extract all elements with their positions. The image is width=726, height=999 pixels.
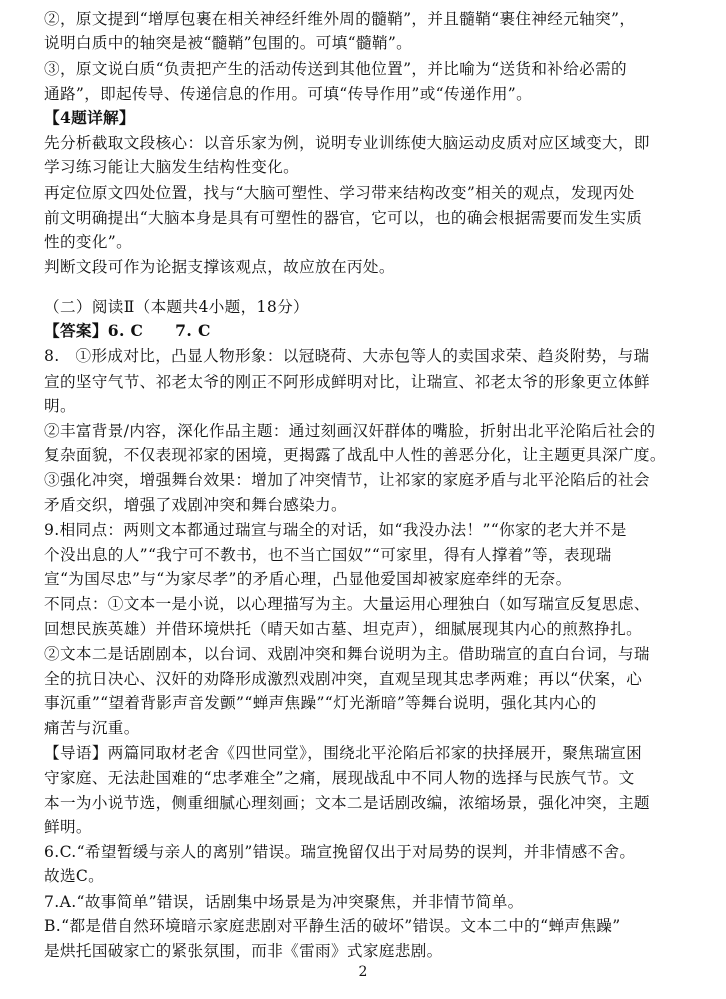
text-line: 是烘托国破家亡的紧张氛围，而非《雷雨》式家庭悲剧。 [44, 942, 443, 960]
text-line: ③强化冲突，增强舞台效果：增加了冲突情节，让祁家的家庭矛盾与北平沦陷后的社会 [44, 471, 650, 489]
text-line: 再定位原文四处位置，找与“大脑可塑性、学习带来结构改变”相关的观点，发现丙处 [44, 184, 635, 202]
text-line: 宣的坚守气节、祁老太爷的刚正不阿形成鲜明对比，让瑞宣、祁老太爷的形象更立体鲜 [44, 373, 650, 391]
text-line: 守家庭、无法赴国难的“忠孝难全”之痛，展现战乱中不同人物的选择与民族气节。文 [44, 769, 635, 787]
text-line: ②丰富背景/内容，深化作品主题：通过刻画汉奸群体的嘴脸，折射出北平沦陷后社会的 [44, 422, 656, 440]
text-line: 鲜明。 [44, 818, 92, 836]
text-line: 个没出息的人”“我宁可不教书，也不当亡国奴”“可家里，得有人撑着”等，表现瑞 [44, 546, 612, 564]
text-line: ③，原文说白质“负责把产生的活动传送到其他位置”，并比喻为“送货和补给必需的 [44, 60, 627, 78]
text-line: 判断文段可作为论据支撑该观点，故应放在丙处。 [44, 258, 395, 276]
text-line: 说明白质中的轴突是被“髓鞘”包围的。可填“髓鞘”。 [44, 34, 413, 52]
text-line: 宣“为国尽忠”与“为家尽孝”的矛盾心理，凸显他爱国却被家庭牵绊的无奈。 [44, 570, 572, 588]
text-line: 回想民族英雄）并借环境烘托（晴天如古墓、坦克声），细腻展现其内心的煎熬挣扎。 [44, 620, 643, 638]
text-line: 通路”，即起传导、传递信息的作用。可填“传导作用”或“传递作用”。 [44, 85, 533, 103]
text-line: 痛苦与沉重。 [44, 719, 140, 737]
text-line: 8. ①形成对比，凸显人物形象：以冠晓荷、大赤包等人的卖国求荣、趋炎附势，与瑞 [44, 347, 650, 365]
text-line: 本一为小说节选，侧重细腻心理刻画；文本二是话剧改编，浓缩场景，强化冲突，主题 [44, 794, 650, 812]
text-line: 事沉重”“望着背影声音发颤”“蝉声焦躁”“灯光渐暗”等舞台说明，强化其内心的 [44, 694, 597, 712]
page-number: 2 [358, 964, 368, 980]
text-line: 复杂面貌，不仅表现祁家的困境，更揭露了战乱中人性的善恶分化，让主题更具深广度。 [44, 446, 666, 464]
text-line: B.“都是借自然环境暗示家庭悲剧对平静生活的破坏”错误。文本二中的“蝉声焦躁” [44, 917, 621, 935]
text-line: 性的变化”。 [44, 233, 133, 251]
text-line: （二）阅读Ⅱ（本题共4小题，18分） [44, 298, 309, 316]
text-line: 矛盾交织，增强了戏剧冲突和舞台感染力。 [44, 496, 347, 514]
text-line: 故选C。 [44, 867, 105, 885]
text-line: 明。 [44, 397, 76, 415]
text-line: 前文明确提出“大脑本身是具有可塑性的器官，它可以，也的确会根据需要而发生实质 [44, 209, 643, 227]
text-line: 7.A.“故事简单”错误，话剧集中场景是为冲突聚焦，并非情节简单。 [44, 893, 524, 911]
text-line: ②，原文提到“增厚包裹在相关神经纤维外周的髓鞘”，并且髓鞘“裹住神经元轴突”， [44, 10, 636, 28]
text-line: ②文本二是话剧剧本，以台词、戏剧冲突和舞台说明为主。借助瑞宣的直白台词，与瑞 [44, 645, 650, 663]
text-line: 【答案】6. C 7. C [44, 321, 211, 340]
text-line: 9.相同点：两则文本都通过瑞宣与瑞全的对话，如“我没办法！”“你家的老大并不是 [44, 521, 627, 539]
text-line: 【导语】两篇同取材老舍《四世同堂》，围绕北平沦陷后祁家的抉择展开，聚焦瑞宣困 [44, 744, 643, 762]
text-line: 先分析截取文段核心：以音乐家为例，说明专业训练使大脑运动皮质对应区域变大，即 [44, 134, 650, 152]
text-line: 【4题详解】 [44, 108, 135, 127]
text-line: 学习练习能让大脑发生结构性变化。 [44, 158, 300, 176]
text-line: 不同点：①文本一是小说，以心理描写为主。大量运用心理独白（如写瑞宣反复思虑、 [44, 595, 650, 613]
text-line: 全的抗日决心、汉奸的劝降形成激烈戏剧冲突，直观呈现其忠孝两难；再以“伏案，心 [44, 670, 643, 688]
text-line: 6.C.“希望暂缓与亲人的离别”错误。瑞宣挽留仅出于对局势的误判，并非情感不舍。 [44, 843, 636, 861]
